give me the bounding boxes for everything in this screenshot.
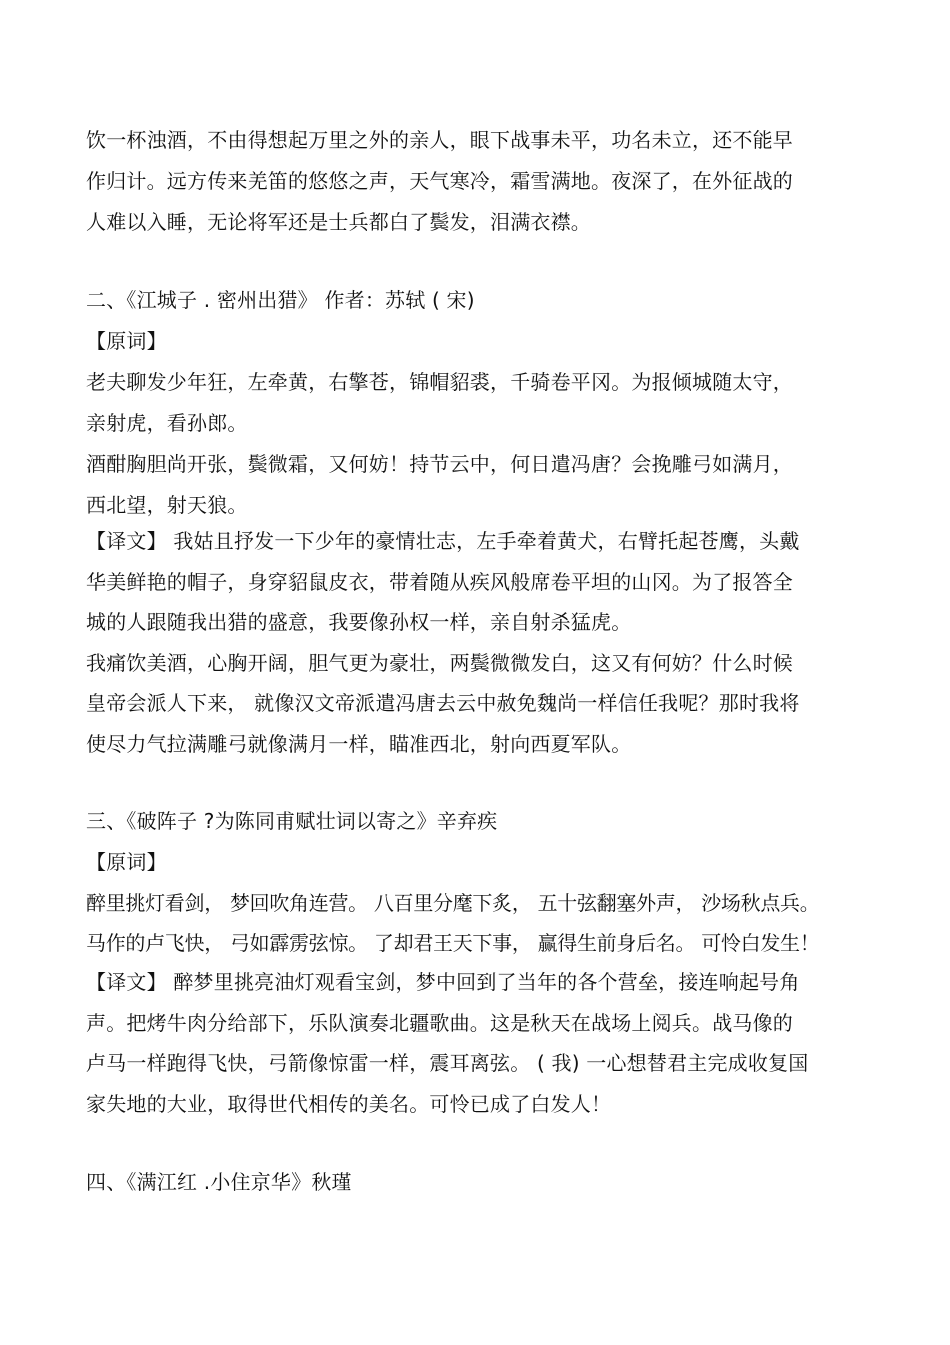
poem-line: 西北望，射天狼。 — [86, 493, 248, 517]
original-label: 【原词】 — [86, 329, 167, 353]
poem-line: 酒酣胸胆尚开张，鬓微霜，又何妨！持节云中，何日遣冯唐？会挽雕弓如满月， — [86, 452, 793, 476]
text-line: 饮一杯浊酒，不由得想起万里之外的亲人，眼下战事未平，功名未立，还不能早 — [86, 128, 793, 152]
section-heading: 四、《满江红 .小住京华》秋瑾 — [86, 1170, 352, 1194]
section-heading: 二、《江城子 . 密州出猎》 作者：苏轼 ( 宋) — [86, 288, 475, 312]
translation-line: 声。把烤牛肉分给部下，乐队演奏北疆歌曲。这是秋天在战场上阅兵。战马像的 — [86, 1011, 793, 1035]
poem-line: 醉里挑灯看剑， 梦回吹角连营。 八百里分麾下炙， 五十弦翻塞外声， 沙场秋点兵。 — [86, 891, 820, 915]
translation-line: 家失地的大业，取得世代相传的美名。可怜已成了白发人！ — [86, 1092, 612, 1116]
text-line: 作归计。远方传来羌笛的悠悠之声，天气寒冷，霜雪满地。夜深了，在外征战的 — [86, 169, 793, 193]
poem-line: 马作的卢飞快， 弓如霹雳弦惊。 了却君王天下事， 赢得生前身后名。 可怜白发生！ — [86, 931, 820, 955]
translation-line: 我痛饮美酒，心胸开阔，胆气更为豪壮，两鬓微微发白，这又有何妨？什么时候 — [86, 651, 793, 675]
translation-line: 卢马一样跑得飞快，弓箭像惊雷一样，震耳离弦。 ( 我) 一心想替君主完成收复国 — [86, 1051, 809, 1075]
original-label: 【原词】 — [86, 850, 167, 874]
translation-line: 【译文】 我姑且抒发一下少年的豪情壮志，左手牵着黄犬，右臂托起苍鹰，头戴 — [86, 529, 800, 553]
section-heading: 三、《破阵子 ?为陈同甫赋壮词以寄之》辛弃疾 — [86, 809, 498, 833]
translation-line: 使尽力气拉满雕弓就像满月一样，瞄准西北，射向西夏军队。 — [86, 732, 632, 756]
poem-line: 亲射虎，看孙郎。 — [86, 411, 248, 435]
text-line: 人难以入睡，无论将军还是士兵都白了鬓发，泪满衣襟。 — [86, 210, 591, 234]
translation-line: 皇帝会派人下来， 就像汉文帝派遣冯唐去云中赦免魏尚一样信任我呢？那时我将 — [86, 691, 800, 715]
translation-line: 华美鲜艳的帽子，身穿貂鼠皮衣，带着随从疾风般席卷平坦的山冈。为了报答全 — [86, 570, 793, 594]
poem-line: 老夫聊发少年狂，左牵黄，右擎苍，锦帽貂裘，千骑卷平冈。为报倾城随太守， — [86, 370, 793, 394]
translation-line: 【译文】 醉梦里挑亮油灯观看宝剑，梦中回到了当年的各个营垒，接连响起号角 — [86, 970, 800, 994]
translation-line: 城的人跟随我出猎的盛意，我要像孙权一样，亲自射杀猛虎。 — [86, 610, 632, 634]
